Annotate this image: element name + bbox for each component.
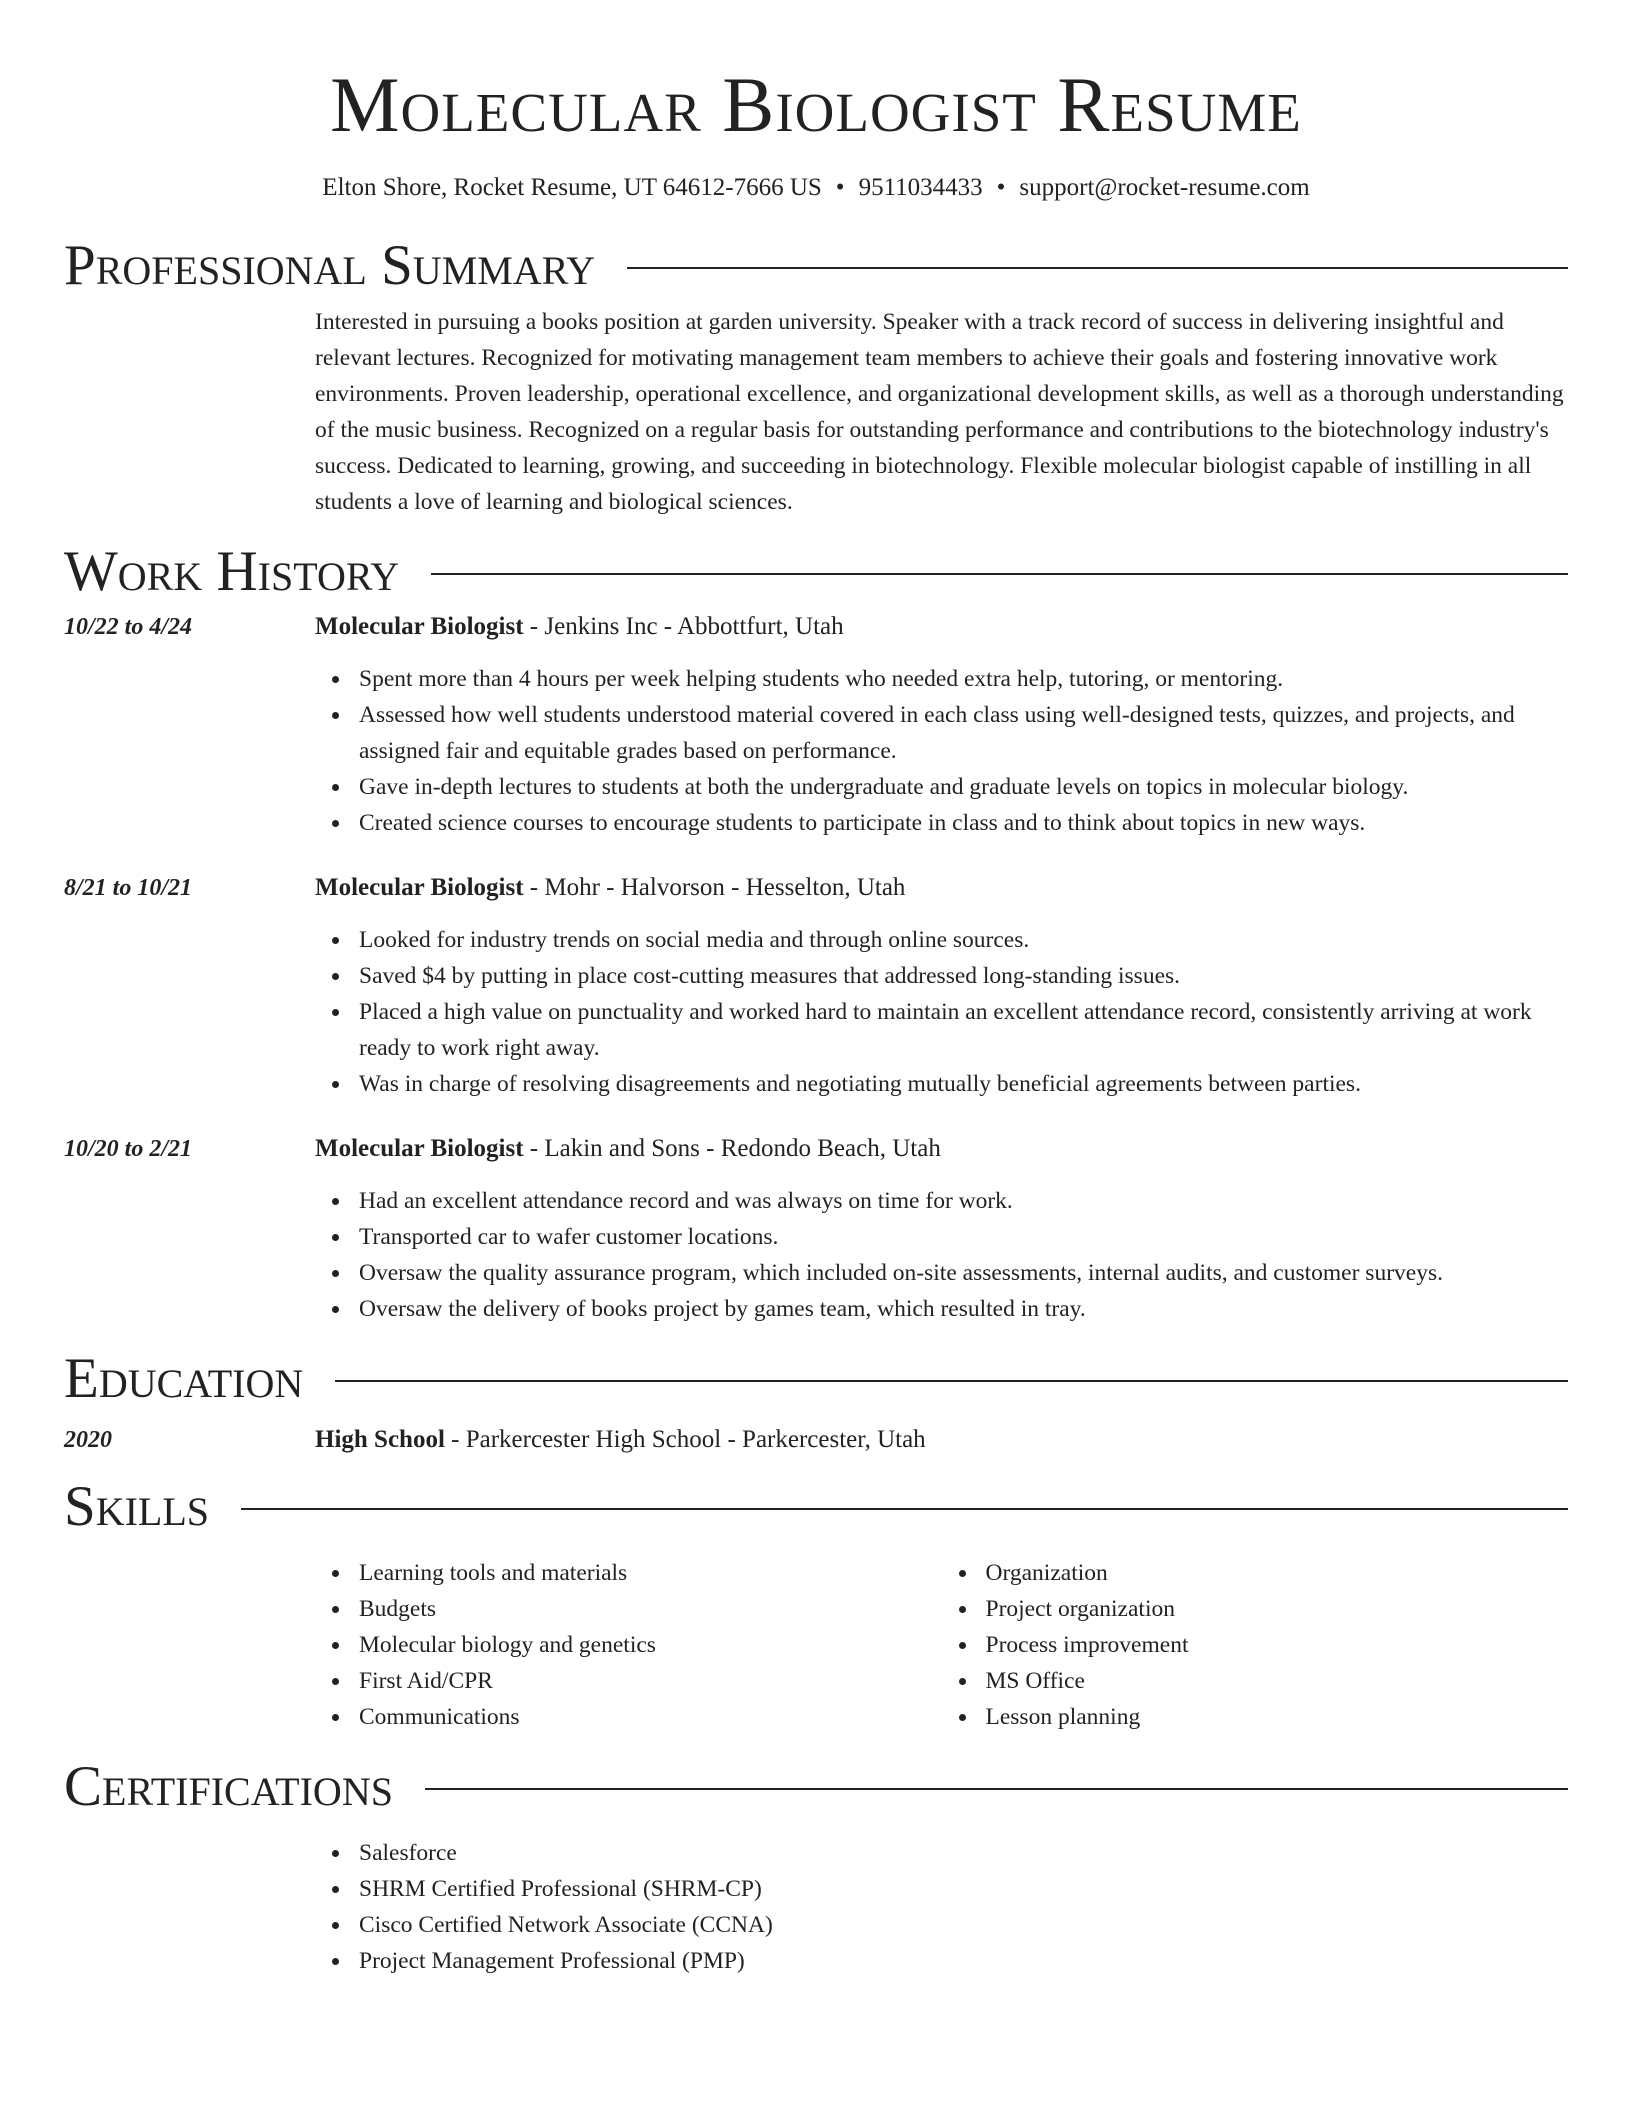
section-divider xyxy=(431,573,1568,575)
section-divider xyxy=(425,1788,1568,1790)
job-dates: 8/21 to 10/21 xyxy=(64,875,193,901)
certification-item: Project Management Professional (PMP) xyxy=(359,1943,1568,1979)
list-item: Saved $4 by putting in place cost-cutting measures that addressed long-standing issues. xyxy=(359,958,1568,994)
job-header xyxy=(64,610,1568,644)
list-item: Oversaw the quality assurance program, which included on-site assessments, internal audits, and customer surveys. xyxy=(359,1255,1568,1291)
job-details: - Jenkins Inc - Abbottfurt, Utah xyxy=(523,613,844,640)
section-divider xyxy=(241,1508,1568,1510)
skill-item: MS Office xyxy=(986,1663,1569,1699)
job-entry xyxy=(64,1132,1568,1327)
list-item: Oversaw the delivery of books project by games team, which resulted in tray. xyxy=(359,1291,1568,1327)
skill-item: Communications xyxy=(359,1699,942,1735)
skills-heading: Skills xyxy=(64,1475,210,1538)
education-heading: Education xyxy=(64,1347,304,1410)
job-bullets xyxy=(315,661,1568,841)
contact-email: support@rocket-resume.com xyxy=(1019,174,1310,201)
summary-section-header xyxy=(64,234,1568,298)
job-dates: 10/22 to 4/24 xyxy=(64,614,193,640)
skills-section-header xyxy=(64,1475,1568,1539)
resume-page xyxy=(64,0,1568,1979)
list-item: Was in charge of resolving disagreements and negotiating mutually beneficial agreements between parties. xyxy=(359,1066,1568,1102)
summary-heading: Professional Summary xyxy=(64,234,596,297)
work-heading: Work History xyxy=(64,540,400,603)
certifications-section-header xyxy=(64,1755,1568,1819)
list-item: Placed a high value on punctuality and worked hard to maintain an excellent attendance record, consistently arriving at work ready to work right away. xyxy=(359,994,1568,1066)
job-bullets xyxy=(315,922,1568,1102)
job-title: Molecular Biologist xyxy=(315,613,524,640)
list-item: Gave in-depth lectures to students at both the undergraduate and graduate levels on topics in molecular biology. xyxy=(359,769,1568,805)
contact-separator: • xyxy=(835,174,845,201)
skill-item: Organization xyxy=(986,1555,1569,1591)
work-section-header xyxy=(64,540,1568,604)
skills-column-right xyxy=(942,1555,1569,1735)
list-item: Transported car to wafer customer locations. xyxy=(359,1219,1568,1255)
job-bullets xyxy=(315,1183,1568,1327)
certification-item: SHRM Certified Professional (SHRM-CP) xyxy=(359,1871,1568,1907)
education-year: 2020 xyxy=(64,1427,112,1453)
contact-line xyxy=(64,172,1568,204)
education-section-header xyxy=(64,1347,1568,1411)
section-divider xyxy=(335,1380,1568,1382)
list-item: Had an excellent attendance record and was always on time for work. xyxy=(359,1183,1568,1219)
job-entry xyxy=(64,871,1568,1102)
certification-item: Cisco Certified Network Associate (CCNA) xyxy=(359,1907,1568,1943)
skill-item: Budgets xyxy=(359,1591,942,1627)
list-item: Looked for industry trends on social media and through online sources. xyxy=(359,922,1568,958)
job-header xyxy=(64,1132,1568,1166)
contact-separator: • xyxy=(996,174,1006,201)
section-divider xyxy=(627,267,1568,269)
job-dates: 10/20 to 2/21 xyxy=(64,1136,193,1162)
skill-item: Lesson planning xyxy=(986,1699,1569,1735)
skill-item: Project organization xyxy=(986,1591,1569,1627)
contact-address: Elton Shore, Rocket Resume, UT 64612-7666 US xyxy=(322,174,822,201)
job-details: - Mohr - Halvorson - Hesselton, Utah xyxy=(523,874,906,901)
skill-item: Molecular biology and genetics xyxy=(359,1627,942,1663)
job-header xyxy=(64,871,1568,905)
job-entry xyxy=(64,610,1568,841)
skills-grid xyxy=(315,1555,1568,1735)
education-degree: High School xyxy=(315,1426,445,1453)
certifications-heading: Certifications xyxy=(64,1755,393,1818)
contact-phone: 9511034433 xyxy=(858,174,983,201)
list-item: Spent more than 4 hours per week helping students who needed extra help, tutoring, or mentoring. xyxy=(359,661,1568,697)
summary-text: Interested in pursuing a books position at garden university. Speaker with a track record of success in delivering insightful and relevant lectures. Recognized for motivating management team members to achieve their goals and fostering innovative work environments. Proven leadership, operational excellence, and organizational development skills, as well as a thorough understanding of the music business. Recognized on a regular basis for outstanding performance and contributions to the biotechnology industry's success. Dedicated to learning, growing, and succeeding in biotechnology. Flexible molecular biologist capable of instilling in all students a love of learning and biological sciences. xyxy=(315,309,1564,515)
job-title: Molecular Biologist xyxy=(315,874,524,901)
skill-item: First Aid/CPR xyxy=(359,1663,942,1699)
job-title: Molecular Biologist xyxy=(315,1135,524,1162)
certifications-list xyxy=(315,1835,1568,1979)
certification-item: Salesforce xyxy=(359,1835,1568,1871)
list-item: Created science courses to encourage students to participate in class and to think about topics in new ways. xyxy=(359,805,1568,841)
list-item: Assessed how well students understood material covered in each class using well-designed tests, quizzes, and projects, and assigned fair and equitable grades based on performance. xyxy=(359,697,1568,769)
skill-item: Process improvement xyxy=(986,1627,1569,1663)
job-details: - Lakin and Sons - Redondo Beach, Utah xyxy=(523,1135,941,1162)
skill-item: Learning tools and materials xyxy=(359,1555,942,1591)
education-entry xyxy=(64,1423,1568,1457)
resume-title: Molecular Biologist Resume xyxy=(330,61,1302,148)
education-details: - Parkercester High School - Parkercester, Utah xyxy=(444,1426,926,1453)
skills-column-left xyxy=(315,1555,942,1735)
